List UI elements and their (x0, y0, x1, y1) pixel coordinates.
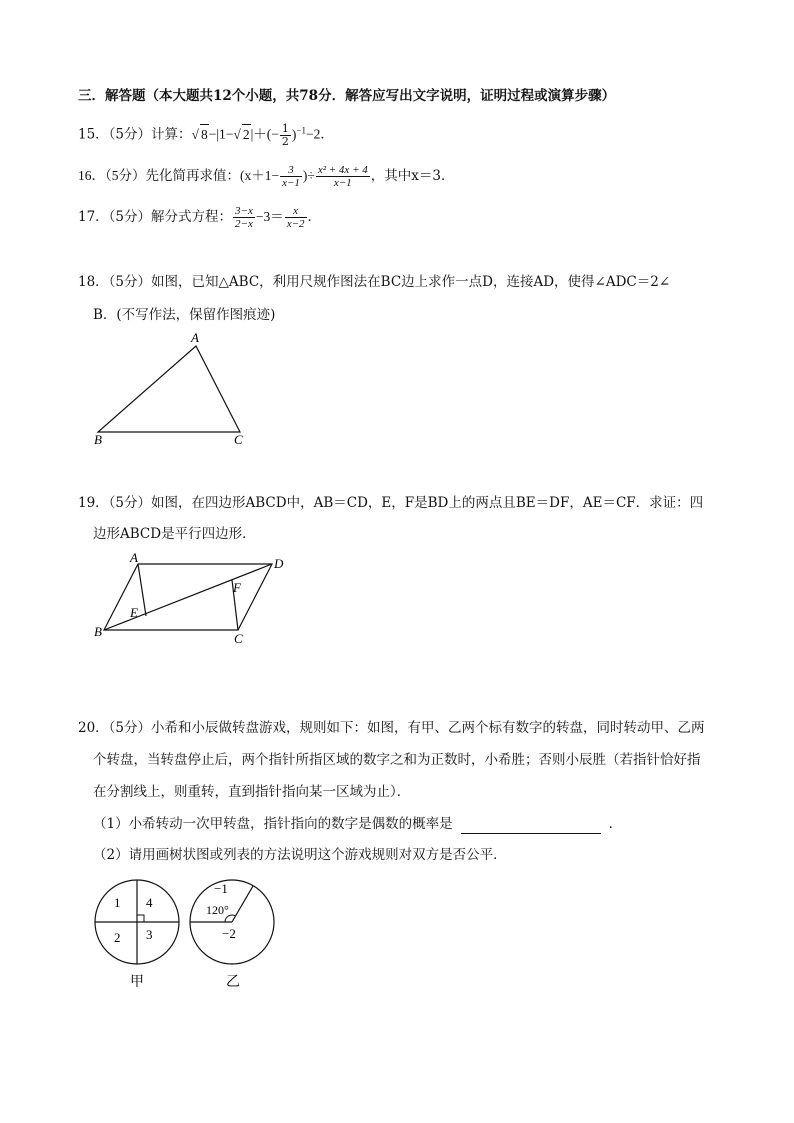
spinner-jia-num-3: 3 (146, 927, 153, 942)
right-angle-mark (137, 915, 144, 922)
spinner-jia-num-1: 1 (114, 895, 121, 910)
q16-mid: )÷ (302, 168, 315, 183)
segment-ae (138, 564, 146, 616)
spinner-yi-caption: 乙 (226, 975, 240, 990)
q15-abs: −|1− (208, 126, 234, 142)
q15-sqrt2: 2 (242, 124, 251, 145)
sub-1-end: ． (608, 816, 623, 832)
question-16 (78, 164, 454, 189)
q15-exponent: −1 (296, 125, 306, 135)
question-18-line-1: 18．（5分）如图，已知△ABC，利用尺规作图法在BC边上求作一点D，连接AD，使得∠ADC＝2∠ (78, 274, 671, 290)
q17-mid: −3＝ (255, 209, 284, 224)
label-c: C (234, 631, 243, 646)
q15-tail: −2． (305, 126, 334, 142)
question-18-line-2: B．(不写作法，保留作图痕迹) (93, 307, 276, 323)
question-19-line-2: 边形ABCD是平行四边形． (93, 526, 256, 542)
label-b: B (94, 624, 102, 639)
spinner-yi-num-neg2: −2 (222, 926, 236, 941)
spinner-yi-angle: 120° (206, 903, 229, 917)
q17-prefix: 17．（5分）解分式方程： (78, 209, 233, 225)
question-20-line-1: 20．（5分）小希和小辰做转盘游戏，规则如下：如图，有甲、乙两个标有数字的转盘，同时转动甲、乙两 (78, 720, 705, 736)
q15-sqrt8: 8 (200, 124, 209, 145)
quadrilateral-abcd-figure (90, 550, 290, 650)
question-20-line-3: 在分割线上，则重转，直到指针指向某一区域为止）． (93, 784, 411, 800)
q16-prefix: 16．（5分）先化简再求值：(x＋1− (78, 168, 280, 183)
spinner-jia-num-4: 4 (146, 895, 153, 910)
section-header: 三．解答题（本大题共12个小题，共78分．解答应写出文字说明，证明过程或演算步骤） (78, 88, 616, 104)
spinner-jia-caption: 甲 (130, 975, 144, 990)
answer-blank[interactable] (461, 819, 601, 834)
sub-1-text: （1）小希转动一次甲转盘，指针指向的数字是偶数的概率是 (93, 816, 453, 832)
question-15: 15．（5分）计算：√ 8−|1−√ 2|＋(− $\frac{1}{2}$ )$^{-1}$−2． (78, 121, 334, 148)
triangle-abc-figure (88, 330, 258, 450)
label-a: A (130, 550, 138, 565)
spinner-jia (90, 876, 186, 996)
label-b: B (94, 432, 102, 447)
question-20-line-2: 个转盘，当转盘停止后，两个指针所指区域的数字之和为正数时，小希胜；否则小辰胜（若指针恰好指 (93, 752, 701, 768)
q15-prefix: 15．（5分）计算： (78, 126, 192, 143)
label-a: A (191, 330, 199, 345)
question-17 (78, 205, 321, 230)
q15-mid: |＋(− (250, 126, 279, 142)
q15-fraction: $\frac{1}{2}$ (281, 121, 289, 148)
label-e: E (130, 605, 138, 620)
label-c: C (234, 432, 243, 447)
spinner-jia-num-2: 2 (114, 930, 121, 945)
label-d: D (274, 556, 284, 571)
question-20-sub-2: （2）请用画树状图或列表的方法说明这个游戏规则对双方是否公平． (93, 847, 507, 863)
label-f: F (233, 580, 241, 595)
q16-tail: ，其中x＝3． (370, 168, 455, 184)
q17-fraction-1: $\frac{3-x}{2-x}$ (235, 205, 253, 230)
spinner-yi-num-neg1: −1 (214, 881, 228, 896)
spinner-yi-divider-2 (232, 886, 253, 922)
spinner-yi (186, 876, 282, 996)
q16-fraction-1: $\frac{3}{x-1}$ (282, 164, 300, 189)
question-19-line-1: 19．（5分）如图，在四边形ABCD中，AB＝CD，E，F是BD上的两点且BE＝DF，AE＝CF．求证：四 (78, 495, 704, 511)
q16-fraction-2: $\frac{\text{x² + 4x + 4}}{x-1}$ (317, 164, 368, 189)
q17-tail: ． (307, 209, 322, 225)
question-20-sub-1 (93, 814, 622, 834)
diagonal-bd (104, 564, 272, 630)
q17-fraction-2: $\frac{x}{x-2}$ (286, 205, 305, 230)
triangle-abc (98, 346, 240, 432)
